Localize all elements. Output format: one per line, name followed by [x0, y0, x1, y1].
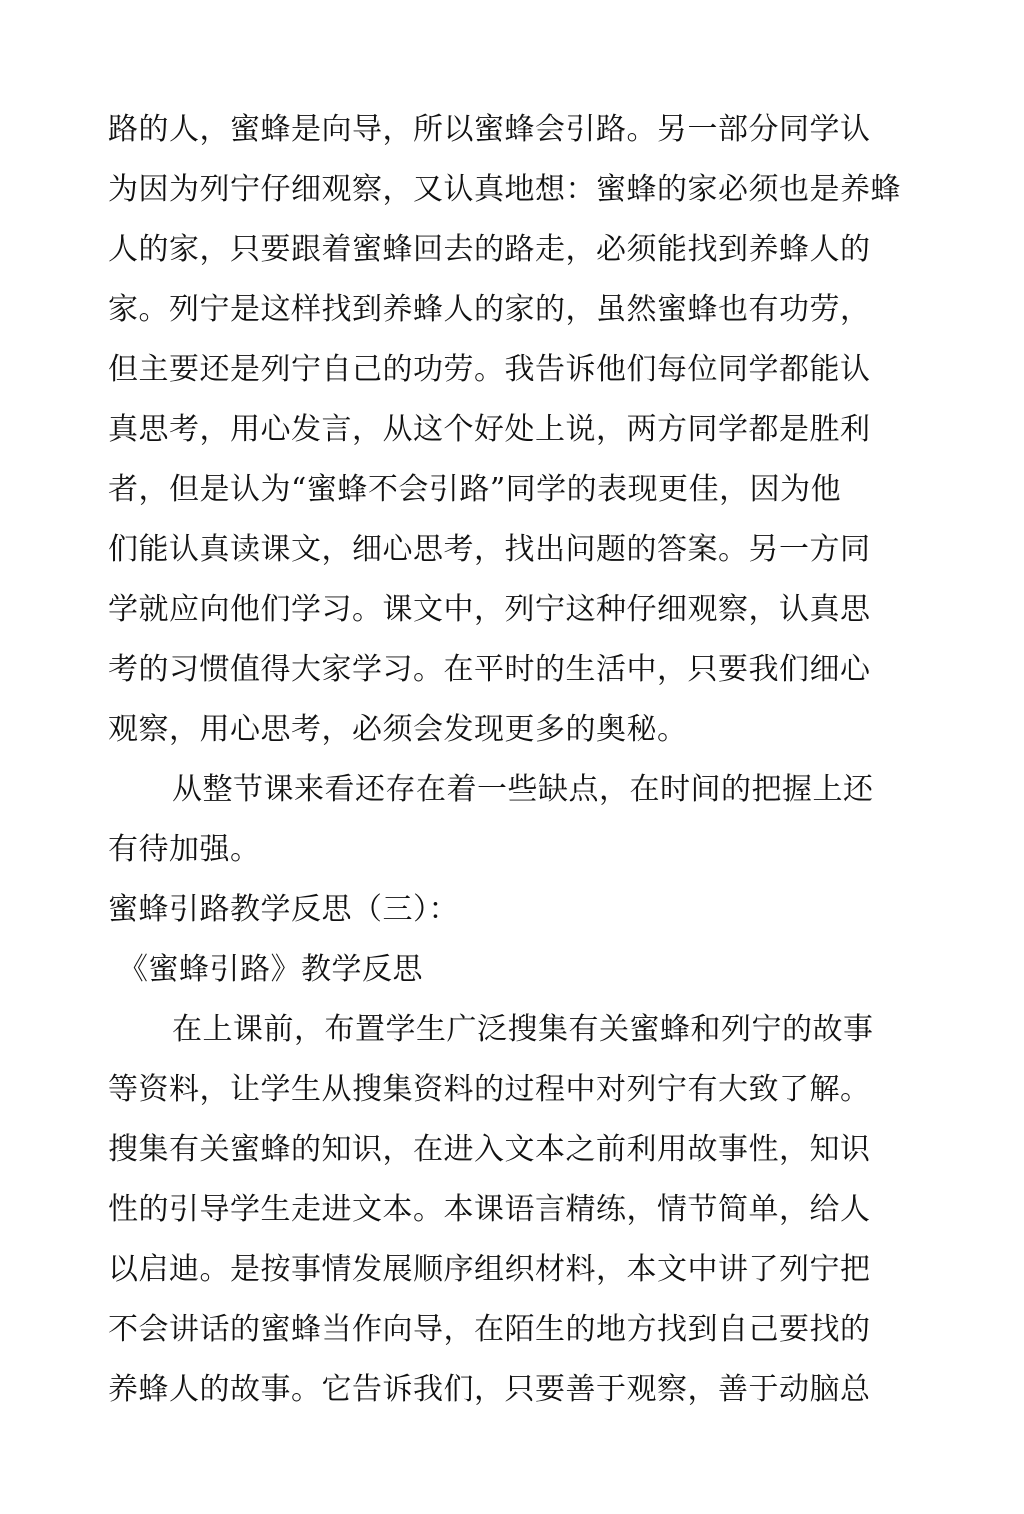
- text-line: 家。列宁是这样找到养蜂人的家的，虽然蜜蜂也有功劳，: [108, 292, 871, 327]
- text-line: 以启迪。是按事情发展顺序组织材料，本文中讲了列宁把: [108, 1252, 871, 1287]
- text-line: 真思考，用心发言，从这个好处上说，两方同学都是胜利: [108, 412, 871, 447]
- text-line: 但主要还是列宁自己的功劳。我告诉他们每位同学都能认: [108, 352, 871, 387]
- text-line: 不会讲话的蜜蜂当作向导，在陌生的地方找到自己要找的: [108, 1312, 871, 1347]
- text-line: 考的习惯值得大家学习。在平时的生活中，只要我们细心: [108, 652, 871, 687]
- text-line: 路的人，蜜蜂是向导，所以蜜蜂会引路。另一部分同学认: [108, 112, 871, 147]
- section-subtitle: 《蜜蜂引路》教学反思: [118, 952, 423, 987]
- text-line: 搜集有关蜜蜂的知识，在进入文本之前利用故事性，知识: [108, 1132, 871, 1167]
- text-line: 学就应向他们学习。课文中，列宁这种仔细观察，认真思: [108, 592, 871, 627]
- text-line: 有待加强。: [108, 832, 261, 867]
- text-line: 为因为列宁仔细观察，又认真地想：蜜蜂的家必须也是养蜂: [108, 172, 901, 207]
- text-line: 们能认真读课文，细心思考，找出问题的答案。另一方同: [108, 532, 871, 567]
- text-line: 观察，用心思考，必须会发现更多的奥秘。: [108, 712, 688, 747]
- section-heading: 蜜蜂引路教学反思（三）：: [108, 892, 459, 927]
- text-line: 等资料，让学生从搜集资料的过程中对列宁有大致了解。: [108, 1072, 871, 1107]
- text-line: 养蜂人的故事。它告诉我们，只要善于观察，善于动脑总: [108, 1372, 871, 1407]
- text-line: 性的引导学生走进文本。本课语言精练，情节简单，给人: [108, 1192, 871, 1227]
- paragraph-start-line: 从整节课来看还存在着一些缺点，在时间的把握上还: [172, 772, 874, 807]
- text-line: 者，但是认为“蜜蜂不会引路”同学的表现更佳，因为他: [108, 472, 842, 507]
- paragraph-start-line: 在上课前，布置学生广泛搜集有关蜜蜂和列宁的故事: [172, 1012, 874, 1047]
- text-line: 人的家，只要跟着蜜蜂回去的路走，必须能找到养蜂人的: [108, 232, 871, 267]
